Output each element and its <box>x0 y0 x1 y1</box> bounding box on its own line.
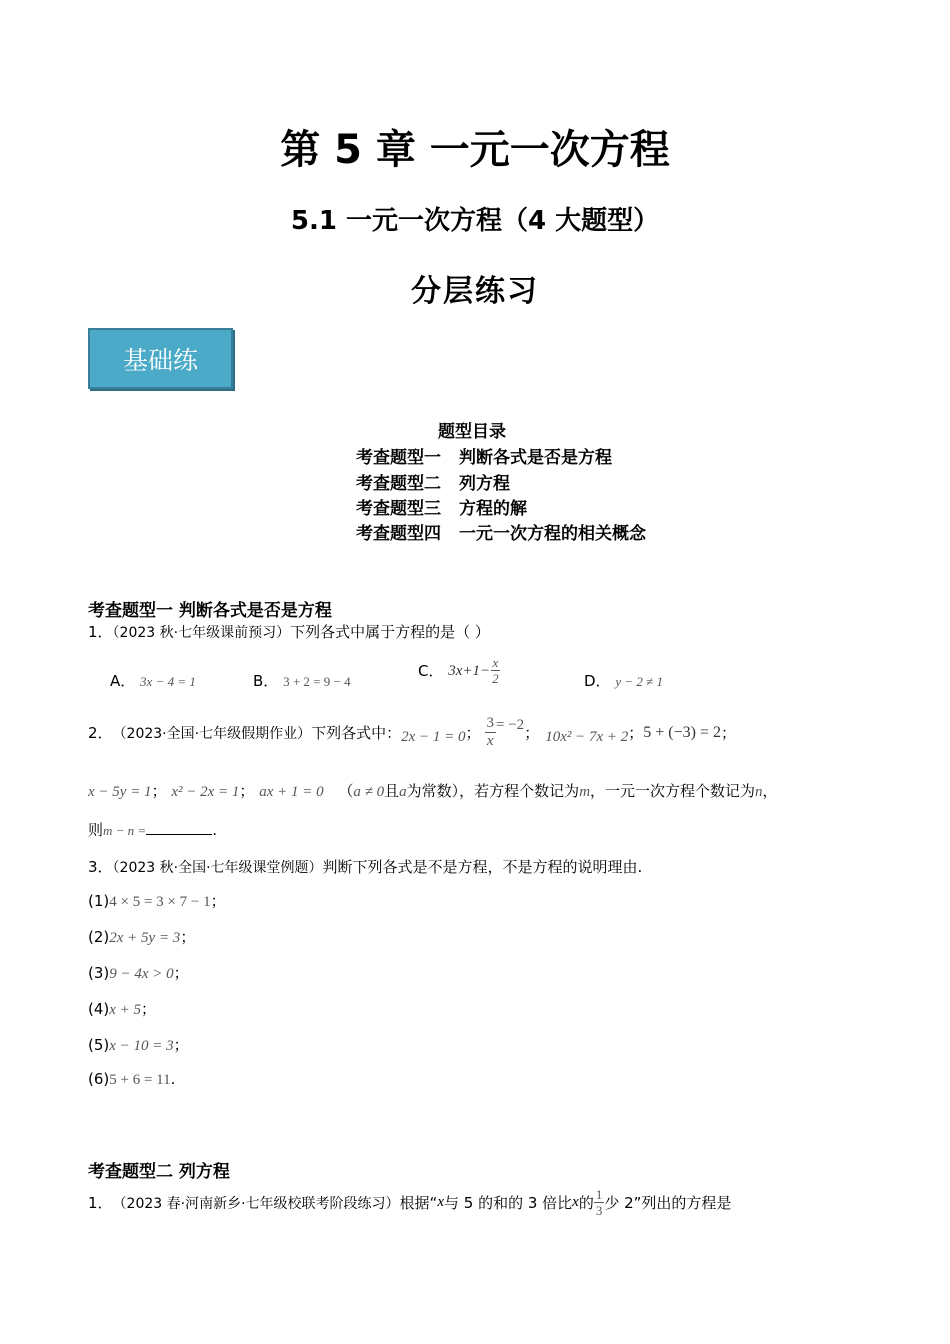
separator: ； <box>239 782 255 800</box>
option-letter: A． <box>110 672 136 690</box>
text: ； <box>180 928 196 946</box>
variable: x <box>572 1194 579 1210</box>
text: 少 2”列出的方程是 <box>604 1194 732 1212</box>
toc-item-label: 考查题型二 <box>356 474 441 494</box>
separator: ； <box>524 724 540 742</box>
question-source: （2023 春·河南新乡·七年级校联考阶段练习） <box>112 1195 400 1212</box>
expression: = −2 <box>496 717 525 733</box>
toc-item <box>356 519 646 544</box>
expression: 5 + (−3) = 2 <box>643 723 722 741</box>
option-d <box>584 670 663 691</box>
question-number: 1． <box>88 623 113 641</box>
text: 与 5 的和的 3 倍比 <box>443 1194 573 1212</box>
expression: x + 5 <box>109 1002 142 1018</box>
expression: 2x − 1 = 0 <box>401 729 466 745</box>
text: ， <box>762 782 778 800</box>
separator: ； <box>721 724 737 742</box>
question-number: 2． <box>88 724 113 742</box>
chapter-title: 第 5 章 一元一次方程 <box>280 127 670 173</box>
expression: 4 × 5 = 3 × 7 − 1 <box>109 894 211 910</box>
text: ； <box>173 964 189 982</box>
text: 则 <box>88 821 104 839</box>
option-letter: B． <box>253 672 279 690</box>
sub-item-label: (1) <box>88 892 110 910</box>
sub-item <box>88 1034 189 1055</box>
expression: 10x² − 7x + 2 <box>545 729 629 745</box>
sub-item-label: (2) <box>88 928 110 946</box>
sub-item <box>88 962 189 983</box>
question-2-line-3 <box>88 819 217 840</box>
option-letter: C． <box>418 662 444 680</box>
variable: n <box>755 784 763 800</box>
fraction <box>485 716 497 749</box>
question-text: 判断下列各式是不是方程，不是方程的说明理由. <box>322 858 643 876</box>
fraction-numerator: 3 <box>486 715 495 731</box>
option-b <box>253 670 351 691</box>
question-number: 1． <box>88 1194 113 1212</box>
expression: 5 + 6 = 11 <box>109 1072 171 1088</box>
separator: ； <box>151 782 167 800</box>
expression: 2x + 5y = 3 <box>109 930 181 946</box>
sub-item-label: (3) <box>88 964 110 982</box>
expression: a <box>399 784 407 800</box>
expression: x − 5y = 1 <box>88 784 152 800</box>
option-c <box>418 656 501 685</box>
answer-blank[interactable] <box>146 820 212 835</box>
toc-item-title: 判断各式是否是方程 <box>459 448 612 468</box>
fraction-denominator: 2 <box>492 671 499 686</box>
fraction-denominator: x <box>486 733 494 749</box>
separator: ； <box>465 724 481 742</box>
expression: x − 10 = 3 <box>109 1038 174 1054</box>
fraction-numerator: x <box>492 655 499 670</box>
text: ； <box>210 892 226 910</box>
question-3 <box>88 856 642 877</box>
sub-item <box>88 998 156 1019</box>
option-expr: 3 + 2 = 9 − 4 <box>283 674 351 689</box>
sub-item <box>88 890 226 911</box>
text: ； <box>173 1036 189 1054</box>
sub-item-label: (5) <box>88 1036 110 1054</box>
question-source: （2023·全国·七年级假期作业） <box>112 725 312 742</box>
variable: x <box>437 1194 444 1210</box>
toc-heading: 题型目录 <box>438 422 506 442</box>
question-text: 下列各式中属于方程的是（ ） <box>290 623 490 641</box>
variable: m <box>579 784 591 800</box>
option-expr: 3x − 4 = 1 <box>140 674 196 689</box>
text: ，一元一次方程个数记为 <box>590 782 756 800</box>
fraction-denominator: 3 <box>595 1203 603 1218</box>
expression: ax + 1 = 0 <box>259 784 324 800</box>
question-source: （2023 秋·七年级课前预习） <box>112 625 291 641</box>
fraction-numerator: 1 <box>595 1187 603 1202</box>
toc-item <box>356 494 527 519</box>
text: ； <box>141 1000 157 1018</box>
separator: ； <box>628 724 644 742</box>
fraction <box>594 1188 605 1217</box>
expression: 9 − 4x > 0 <box>109 966 174 982</box>
text: . <box>212 821 217 839</box>
toc-item-label: 考查题型四 <box>356 524 441 544</box>
question-number: 3． <box>88 858 113 876</box>
option-letter: D． <box>584 672 611 690</box>
fraction <box>490 656 501 685</box>
option-a <box>110 670 196 691</box>
toc-item-label: 考查题型三 <box>356 499 441 519</box>
toc-item <box>356 469 510 494</box>
section-heading: 考查题型二 列方程 <box>88 1162 230 1182</box>
section-title: 5.1 一元一次方程（4 大题型） <box>290 206 660 236</box>
expression: m − n = <box>103 823 147 838</box>
question-source: （2023 秋·全国·七年级课堂例题） <box>112 860 323 876</box>
option-expr: 3x+1− <box>448 663 491 679</box>
question-2-line-2: x − 5y = 1； x² − 2x = 1； ax + 1 = 0 （a ≠ 0且a为常数），若方程个数记为m，一元一次方程个数记为n， <box>88 782 778 800</box>
toc-item-label: 考查题型一 <box>356 448 441 468</box>
option-expr: y − 2 ≠ 1 <box>615 674 664 689</box>
sub-item <box>88 926 195 947</box>
question-text: 下列各式中： <box>311 724 402 742</box>
question-2 <box>88 716 736 749</box>
toc-item <box>356 443 612 468</box>
question-1 <box>88 1188 731 1217</box>
expression: a ≠ 0 <box>353 784 385 800</box>
page-subtitle: 分层练习 <box>411 274 539 309</box>
text: 且 <box>384 782 400 800</box>
toc-item-title: 方程的解 <box>459 499 527 519</box>
sub-item <box>88 1070 175 1089</box>
toc-item-title: 一元一次方程的相关概念 <box>459 524 646 544</box>
text: 的 <box>578 1194 594 1212</box>
toc-item-title: 列方程 <box>459 474 510 494</box>
question-1 <box>88 621 490 642</box>
text: . <box>170 1070 176 1088</box>
text: 为常数），若方程个数记为 <box>406 782 580 800</box>
sub-item-label: (4) <box>88 1000 110 1018</box>
sub-item-label: (6) <box>88 1070 110 1088</box>
level-badge: 基础练 <box>88 328 233 389</box>
expression: x² − 2x = 1 <box>171 784 240 800</box>
text: 根据“ <box>399 1194 438 1212</box>
section-heading: 考查题型一 判断各式是否是方程 <box>88 601 332 621</box>
